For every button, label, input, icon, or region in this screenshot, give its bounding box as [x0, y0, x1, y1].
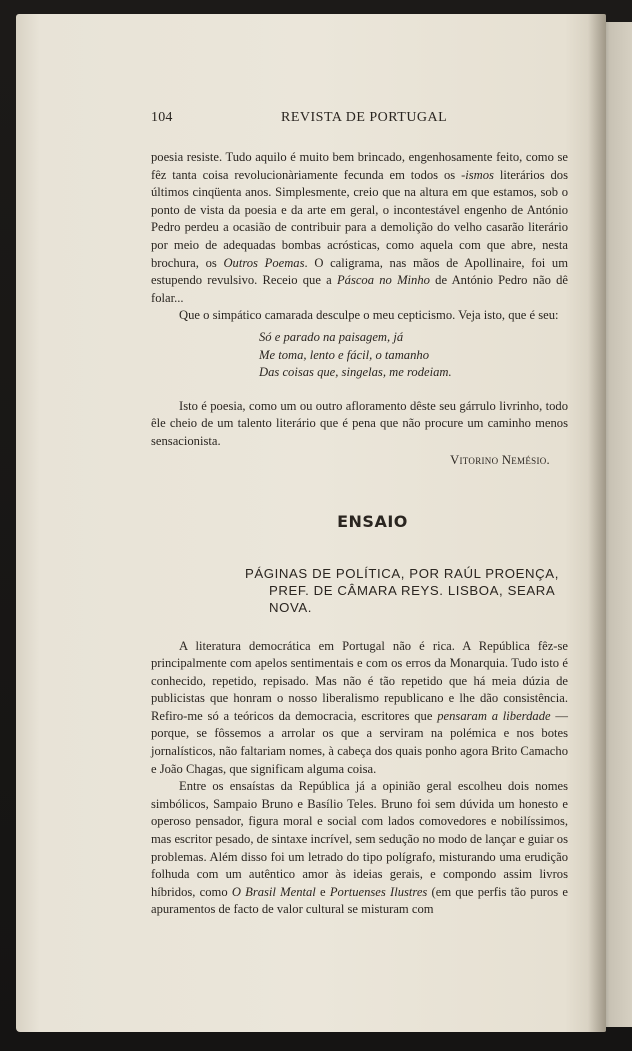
review-book-title — [245, 565, 568, 616]
paragraph-1-text-b: literários dos últimos cinqüenta anos. Simplesmente, creio que na altura em que estamos, sob o ponto de vista da poesia e da arte em geral, o incontestável engenho de António Pedro perdeu a ocasião de contribuir para a demolição do velho casarão literário por meio de adequadas bombas acrósticas, como aquela com que abre, nesta brochura, os — [151, 167, 568, 270]
paragraph-1-emphasis-a: -ismos — [461, 167, 494, 182]
paragraph-4-text-b: — porque, se fôssemos a arrolar os que a serviram na polémica e nos botes jornalísticos, não faltariam nomes, à cabeça dos quais ponho agora Brito Camacho e João Chagas, que significam alguma coisa. — [151, 708, 568, 776]
paragraph-2: Que o simpático camarada desculpe o meu cepticismo. Veja isto, que é seu: — [179, 308, 559, 323]
paragraph-5-text-a: Entre os ensaístas da República já a opinião geral escolheu dois nomes simbólicos, Sampaio Bruno e Basílio Teles. Bruno foi sem dúvida um honesto e operoso pensador, figura moral e social com lados comovedores e nobilíssimos, mas escritor pesado, de sintaxe incrível, sem sedução no modo de lançar e guiar os problemas. Além disso foi um letrado do tipo polígrafo, misturando uma erudição folhuda com um autêntico amor às ideias gerais, e compondo assim livros híbridos, como — [151, 779, 568, 899]
poem-line: Só e parado na paisagem, já — [259, 329, 404, 344]
page-content — [151, 110, 568, 919]
paragraph-5-emphasis-b: Portuenses Ilustres — [329, 884, 428, 899]
paragraph-4-emphasis: pensaram a liberdade — [437, 708, 551, 723]
paragraph-4-text-a: A literatura democrática em Portugal não é rica. A República fêz-se principalmente com apelos sentimentais e com os erros da Monarquia. Tudo isto é conhecido, repetido, repisado. Mas não é tão repetido que há meia dúzia de publicistas que honram o nosso liberalismo republicano e lhe dão consistência. Refiro-me só a teóricos da democracia, escritores que — [151, 638, 568, 723]
review-title-line: PREF. DE CÂMARA REYS. LISBOA, SEARA — [269, 582, 556, 598]
page-number: 104 — [151, 110, 173, 125]
paragraph-1 — [151, 149, 568, 307]
paragraph-1-text-d: de António Pedro não dê folar... — [151, 273, 568, 305]
author-signature: Vitorino Nemésio. — [450, 452, 550, 467]
review-title-line: PÁGINAS DE POLÍTICA, POR RAÚL PROENÇA, — [245, 565, 559, 581]
paragraph-1-text-a: poesia resiste. Tudo aquilo é muito bem brincado, engenhosamente feito, como se fêz tanta coisa revolucionàriamente fecunda em todos os — [151, 150, 568, 182]
poem-line: Me toma, lento e fácil, o tamanho — [259, 347, 429, 362]
poem-line: Das coisas que, singelas, me rodeiam. — [259, 365, 452, 380]
paragraph-5-text-b: e — [315, 884, 330, 899]
section-heading: ENSAIO — [337, 511, 408, 531]
paragraph-3: Isto é poesia, como um ou outro afloramento dêste seu gárrulo livrinho, todo êle cheio de um talento literário que é pena que não procure um caminho menos sensacionista. — [151, 398, 568, 448]
paragraph-1-emphasis-c: Páscoa no Minho — [336, 273, 430, 288]
paragraph-4 — [151, 638, 568, 779]
page-header — [151, 110, 568, 134]
paragraph-5-text-c: (em que perfis tão puros e apuramentos de facto de valor cultural se misturam com — [151, 884, 568, 917]
paragraph-5-emphasis-a: O Brasil Mental — [231, 884, 316, 899]
page-gutter-shadow — [588, 14, 606, 1032]
paragraph-1-text-c: . O caligrama, nas mãos de Apollinaire, foi um estupendo revulsivo. Receio que a — [151, 255, 568, 288]
paragraph-1-emphasis-b: Outros Poemas — [223, 255, 305, 270]
paragraph-5 — [151, 778, 568, 919]
poem-quote — [259, 329, 568, 382]
review-title-line: NOVA. — [269, 599, 313, 615]
running-title: REVISTA DE PORTUGAL — [281, 110, 448, 125]
